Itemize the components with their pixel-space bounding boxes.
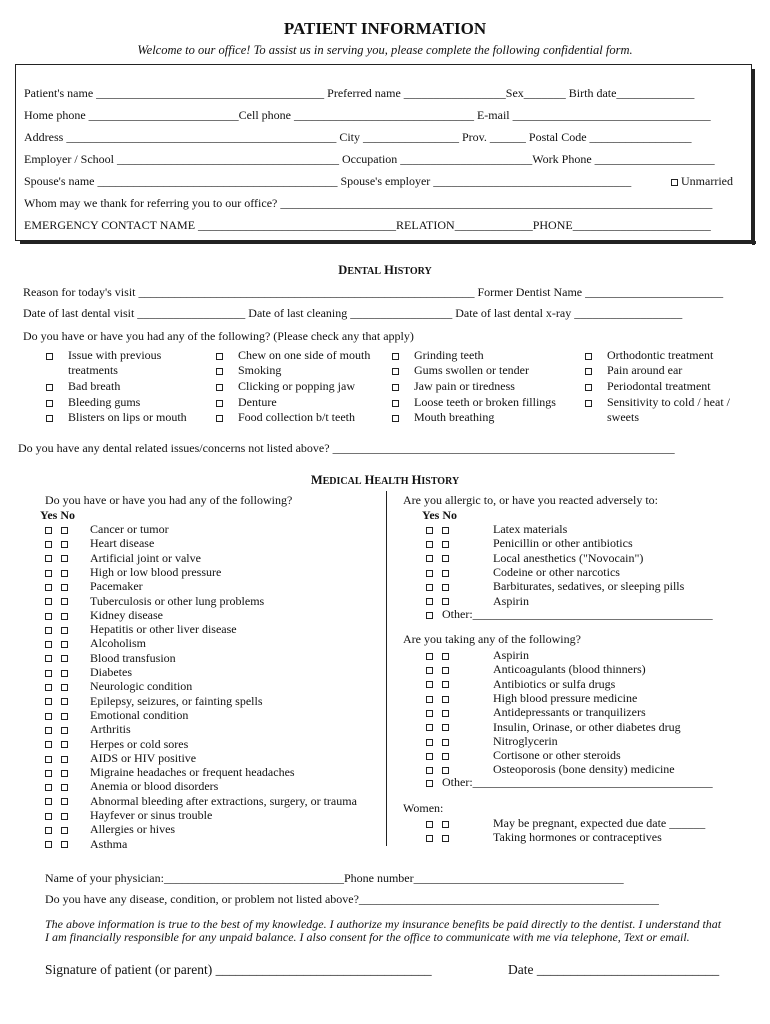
medication-item-label: Anticoagulants (blood thinners)	[493, 662, 646, 677]
dental-item-cont: sweets	[607, 410, 639, 424]
yes-checkbox[interactable]	[45, 598, 52, 605]
no-checkbox[interactable]	[442, 739, 449, 746]
dental-history-heading: DENTAL HISTORY	[338, 263, 432, 277]
taking-other[interactable]: Other:________________________________________	[426, 775, 713, 790]
yes-checkbox[interactable]	[45, 741, 52, 748]
yes-checkbox[interactable]	[45, 555, 52, 562]
allergy-other[interactable]: Other:________________________________________	[426, 607, 713, 622]
yes-checkbox[interactable]	[426, 653, 433, 660]
yes-checkbox[interactable]	[45, 584, 52, 591]
checkbox[interactable]	[216, 384, 223, 391]
medication-item[interactable]	[426, 734, 458, 749]
patient-name-row[interactable]: Patient's name ______________________________________ Preferred name _________________Sex_______ Birth date_____________	[24, 86, 695, 100]
medical-left-question: Do you have or have you had any of the following?	[45, 493, 293, 507]
checkbox[interactable]	[46, 400, 53, 407]
no-checkbox[interactable]	[61, 813, 68, 820]
taking-question: Are you taking any of the following?	[403, 632, 581, 646]
dental-item[interactable]: Grinding teeth	[392, 348, 484, 363]
no-checkbox[interactable]	[442, 681, 449, 688]
yes-checkbox[interactable]	[45, 713, 52, 720]
yes-checkbox[interactable]	[426, 835, 433, 842]
spouse-row[interactable]: Spouse's name ________________________________________ Spouse's employer _________________________________	[24, 174, 632, 188]
allergy-yes-no-header: Yes No	[422, 508, 458, 522]
allergy-item-label: Codeine or other narcotics	[493, 564, 620, 579]
no-checkbox[interactable]	[442, 710, 449, 717]
medical-condition-label: Anemia or blood disorders	[90, 779, 219, 794]
medication-item-label: Cortisone or other steroids	[493, 748, 621, 763]
medication-item[interactable]	[426, 677, 458, 692]
checkbox[interactable]	[216, 368, 223, 375]
no-checkbox[interactable]	[442, 835, 449, 842]
yes-checkbox[interactable]	[45, 756, 52, 763]
dental-item[interactable]: Gums swollen or tender	[392, 363, 529, 378]
page-title: PATIENT INFORMATION	[283, 19, 487, 38]
checkbox[interactable]	[426, 780, 433, 787]
medical-condition-label: Heart disease	[90, 536, 155, 551]
allergy-item-label: Local anesthetics ("Novocain")	[493, 550, 644, 565]
medication-item-label: Antibiotics or sulfa drugs	[493, 676, 616, 691]
yes-checkbox[interactable]	[45, 784, 52, 791]
medical-condition-label: Tuberculosis or other lung problems	[90, 593, 265, 608]
medical-condition-label: Cancer or tumor	[90, 522, 169, 536]
checkbox[interactable]	[216, 353, 223, 360]
medical-condition[interactable]	[45, 594, 77, 609]
checkbox[interactable]	[392, 384, 399, 391]
medical-history-heading: MEDICAL HEALTH HISTORY	[310, 473, 460, 487]
yes-checkbox[interactable]	[426, 527, 433, 534]
women-item[interactable]	[426, 816, 458, 831]
no-checkbox[interactable]	[442, 724, 449, 731]
medical-condition-label: Emotional condition	[90, 707, 189, 722]
medical-condition[interactable]	[45, 679, 77, 694]
yes-checkbox[interactable]	[45, 770, 52, 777]
medical-condition[interactable]	[45, 636, 77, 651]
medical-condition[interactable]	[45, 751, 77, 766]
unmarried-checkbox[interactable]	[671, 179, 678, 186]
no-checkbox[interactable]	[61, 641, 68, 648]
dental-other-line[interactable]: Do you have any dental related issues/concerns not listed above? _________________________________________________________	[18, 441, 675, 455]
yes-checkbox[interactable]	[45, 698, 52, 705]
dental-item[interactable]: Pain around ear	[585, 363, 682, 378]
medical-condition-label: Diabetes	[90, 665, 132, 679]
checkbox[interactable]	[392, 368, 399, 375]
yes-checkbox[interactable]	[426, 724, 433, 731]
referral-row[interactable]: Whom may we thank for referring you to our office? ________________________________________________________________________	[24, 196, 713, 210]
dental-item[interactable]: Mouth breathing	[392, 410, 494, 425]
employer-row[interactable]: Employer / School _____________________________________ Occupation ______________________Work Phone ____________________	[24, 152, 715, 166]
medical-condition[interactable]	[45, 822, 77, 837]
medical-condition[interactable]	[45, 579, 77, 594]
no-checkbox[interactable]	[61, 698, 68, 705]
yes-checkbox[interactable]	[45, 641, 52, 648]
women-item[interactable]	[426, 830, 458, 845]
allergy-item-label: Aspirin	[493, 593, 529, 608]
medical-condition[interactable]	[45, 694, 77, 709]
reason-for-visit-line[interactable]: Reason for today's visit ________________________________________________________ Former Dentist Name _______________________	[23, 285, 724, 299]
yes-checkbox[interactable]	[45, 827, 52, 834]
yes-checkbox[interactable]	[426, 821, 433, 828]
medication-item[interactable]	[426, 691, 458, 706]
medical-condition[interactable]	[45, 837, 77, 852]
no-checkbox[interactable]	[61, 770, 68, 777]
unmarried-label: Unmarried	[681, 174, 733, 188]
yes-checkbox[interactable]	[45, 813, 52, 820]
column-divider	[386, 491, 387, 846]
medical-condition-label: Neurologic condition	[90, 679, 193, 694]
medical-condition-label: Epilepsy, seizures, or fainting spells	[90, 693, 263, 708]
medication-item[interactable]	[426, 662, 458, 677]
medical-condition-label: Hepatitis or other liver disease	[90, 622, 237, 637]
medical-condition-label: Blood transfusion	[90, 650, 176, 665]
no-checkbox[interactable]	[61, 598, 68, 605]
no-checkbox[interactable]	[61, 827, 68, 834]
no-checkbox[interactable]	[61, 841, 68, 848]
medical-condition[interactable]	[45, 622, 77, 637]
no-checkbox[interactable]	[61, 555, 68, 562]
medical-condition[interactable]	[45, 737, 77, 752]
women-item-label: May be pregnant, expected due date ______	[493, 816, 706, 830]
dental-item[interactable]: Bleeding gums	[46, 395, 140, 410]
medication-item[interactable]	[426, 648, 458, 663]
allergy-item[interactable]	[426, 579, 458, 594]
yes-checkbox[interactable]	[426, 584, 433, 591]
yes-checkbox[interactable]	[45, 527, 52, 534]
no-checkbox[interactable]	[61, 541, 68, 548]
yes-checkbox[interactable]	[45, 627, 52, 634]
dental-item[interactable]: Jaw pain or tiredness	[392, 379, 515, 394]
yes-checkbox[interactable]	[45, 670, 52, 677]
yes-checkbox[interactable]	[45, 541, 52, 548]
yes-checkbox[interactable]	[45, 613, 52, 620]
dental-item[interactable]: Food collection b/t teeth	[216, 410, 355, 425]
medical-condition-label: Pacemaker	[90, 579, 143, 594]
dental-item-cont: treatments	[68, 363, 118, 377]
no-checkbox[interactable]	[61, 713, 68, 720]
allergy-item[interactable]	[426, 551, 458, 566]
dental-item[interactable]: Chew on one side of mouth	[216, 348, 370, 363]
medical-condition[interactable]	[45, 665, 77, 680]
medical-condition-label: Alcoholism	[90, 636, 146, 651]
yes-checkbox[interactable]	[426, 570, 433, 577]
no-checkbox[interactable]	[442, 753, 449, 760]
emergency-contact-row[interactable]: EMERGENCY CONTACT NAME _________________________________RELATION_____________PHONE_______________________	[24, 218, 711, 232]
medical-condition-label: Arthritis	[90, 722, 131, 737]
checkbox[interactable]	[216, 400, 223, 407]
checkbox[interactable]	[216, 415, 223, 422]
checkbox[interactable]	[46, 384, 53, 391]
no-checkbox[interactable]	[442, 570, 449, 577]
no-checkbox[interactable]	[61, 670, 68, 677]
allergy-item[interactable]	[426, 565, 458, 580]
dental-item[interactable]: Smoking	[216, 363, 281, 378]
no-checkbox[interactable]	[442, 598, 449, 605]
no-checkbox[interactable]	[61, 684, 68, 691]
no-checkbox[interactable]	[442, 821, 449, 828]
yes-checkbox[interactable]	[426, 541, 433, 548]
physician-line[interactable]: Name of your physician:______________________________Phone number___________________________________	[45, 871, 624, 885]
medical-condition[interactable]	[45, 765, 77, 780]
address-row[interactable]: Address _____________________________________________ City ________________ Prov. ______ Postal Code _________________	[24, 130, 692, 144]
no-checkbox[interactable]	[61, 741, 68, 748]
medical-condition-label: Abnormal bleeding after extractions, surgery, or trauma	[90, 793, 357, 808]
dental-item[interactable]: Bad breath	[46, 379, 120, 394]
no-checkbox[interactable]	[442, 527, 449, 534]
medical-condition-label: Allergies or hives	[90, 822, 176, 837]
yes-no-header: Yes No	[40, 508, 76, 522]
medical-condition-label: AIDS or HIV positive	[90, 750, 197, 765]
other-disease-line[interactable]: Do you have any disease, condition, or problem not listed above?__________________________________________________	[45, 892, 659, 906]
welcome-text: Welcome to our office! To assist us in serving you, please complete the following confidential form.	[137, 43, 633, 57]
checkbox[interactable]	[46, 353, 53, 360]
no-checkbox[interactable]	[61, 756, 68, 763]
dental-item[interactable]: Denture	[216, 395, 277, 410]
no-checkbox[interactable]	[61, 627, 68, 634]
checkbox[interactable]	[585, 384, 592, 391]
unmarried-option[interactable]	[671, 174, 733, 189]
no-checkbox[interactable]	[61, 798, 68, 805]
medical-condition-label: Asthma	[90, 836, 128, 851]
medical-condition[interactable]	[45, 722, 77, 737]
yes-checkbox[interactable]	[426, 667, 433, 674]
checkbox[interactable]	[585, 400, 592, 407]
medication-item[interactable]	[426, 705, 458, 720]
allergy-question: Are you allergic to, or have you reacted adversely to:	[403, 493, 659, 507]
medical-condition-label: High or low blood pressure	[90, 564, 222, 579]
checkbox[interactable]	[392, 400, 399, 407]
no-checkbox[interactable]	[61, 655, 68, 662]
yes-checkbox[interactable]	[45, 798, 52, 805]
yes-checkbox[interactable]	[426, 555, 433, 562]
allergy-item[interactable]	[426, 522, 458, 537]
yes-checkbox[interactable]	[45, 570, 52, 577]
medical-condition[interactable]	[45, 708, 77, 723]
dental-item[interactable]: Periodontal treatment	[585, 379, 711, 394]
allergy-item-label: Latex materials	[493, 522, 568, 536]
women-item-label: Taking hormones or contraceptives	[493, 830, 662, 845]
medical-condition-label: Artificial joint or valve	[90, 550, 201, 565]
yes-checkbox[interactable]	[426, 681, 433, 688]
yes-checkbox[interactable]	[426, 598, 433, 605]
no-checkbox[interactable]	[61, 727, 68, 734]
dental-item[interactable]: Loose teeth or broken fillings	[392, 395, 556, 410]
medication-item-label: Antidepressants or tranquilizers	[493, 705, 646, 720]
medication-item-label: Aspirin	[493, 648, 529, 662]
yes-checkbox[interactable]	[426, 767, 433, 774]
medical-condition[interactable]	[45, 794, 77, 809]
yes-checkbox[interactable]	[45, 727, 52, 734]
medication-item-label: Osteoporosis (bone density) medicine	[493, 762, 675, 777]
no-checkbox[interactable]	[61, 570, 68, 577]
medication-item[interactable]	[426, 720, 458, 735]
medical-condition[interactable]	[45, 808, 77, 823]
dental-question: Do you have or have you had any of the following? (Please check any that apply)	[23, 329, 414, 343]
medical-condition[interactable]	[45, 779, 77, 794]
patient-info-box	[15, 64, 752, 241]
checkbox[interactable]	[392, 415, 399, 422]
medical-condition[interactable]	[45, 565, 77, 580]
no-checkbox[interactable]	[442, 555, 449, 562]
date-line[interactable]: Date ___________________________	[508, 962, 720, 977]
medication-item-label: Insulin, Orinase, or other diabetes drug	[493, 719, 681, 734]
yes-checkbox[interactable]	[426, 753, 433, 760]
medication-item-label: High blood pressure medicine	[493, 690, 638, 705]
signature-line[interactable]: Signature of patient (or parent) ________________________________	[45, 962, 432, 977]
dental-dates-line[interactable]: Date of last dental visit __________________ Date of last cleaning _________________ Date of last dental x-ray __________________	[23, 306, 683, 320]
allergy-item[interactable]	[426, 536, 458, 551]
women-label: Women:	[403, 801, 444, 815]
checkbox[interactable]	[585, 368, 592, 375]
yes-checkbox[interactable]	[426, 710, 433, 717]
medical-condition[interactable]	[45, 522, 77, 537]
no-checkbox[interactable]	[442, 541, 449, 548]
allergy-item-label: Penicillin or other antibiotics	[493, 536, 633, 551]
yes-checkbox[interactable]	[426, 739, 433, 746]
dental-item[interactable]: Clicking or popping jaw	[216, 379, 355, 394]
no-checkbox[interactable]	[442, 696, 449, 703]
medication-item[interactable]	[426, 748, 458, 763]
medication-item-label: Nitroglycerin	[493, 733, 558, 748]
medical-condition-label: Herpes or cold sores	[90, 736, 189, 751]
dental-item[interactable]: Sensitivity to cold / heat /	[585, 395, 730, 410]
medical-condition-label: Migraine headaches or frequent headaches	[90, 765, 295, 780]
allergy-item-label: Barbiturates, sedatives, or sleeping pills	[493, 579, 685, 594]
medical-condition[interactable]	[45, 651, 77, 666]
medical-condition-label: Hayfever or sinus trouble	[90, 808, 213, 822]
medical-condition[interactable]	[45, 551, 77, 566]
checkbox[interactable]	[426, 612, 433, 619]
checkbox[interactable]	[392, 353, 399, 360]
dental-item[interactable]: Issue with previous	[46, 348, 161, 363]
medical-condition[interactable]	[45, 536, 77, 551]
no-checkbox[interactable]	[61, 784, 68, 791]
dental-item[interactable]: Orthodontic treatment	[585, 348, 713, 363]
dental-item[interactable]: Blisters on lips or mouth	[46, 410, 187, 425]
yes-checkbox[interactable]	[45, 841, 52, 848]
yes-checkbox[interactable]	[45, 655, 52, 662]
consent-text: The above information is true to the best of my knowledge. I authorize my insurance benefits be paid directly to the dentist. I understand that I am financially responsible for any unpaid balance. I also consent for the office to communicate with me via telephone, Text or email.	[45, 917, 722, 944]
checkbox[interactable]	[585, 353, 592, 360]
no-checkbox[interactable]	[61, 584, 68, 591]
no-checkbox[interactable]	[61, 527, 68, 534]
medical-condition[interactable]	[45, 608, 77, 623]
no-checkbox[interactable]	[61, 613, 68, 620]
phone-row[interactable]: Home phone _________________________Cell phone ______________________________ E-mail _________________________________	[24, 108, 711, 122]
no-checkbox[interactable]	[442, 653, 449, 660]
checkbox[interactable]	[46, 415, 53, 422]
no-checkbox[interactable]	[442, 667, 449, 674]
no-checkbox[interactable]	[442, 767, 449, 774]
yes-checkbox[interactable]	[426, 696, 433, 703]
yes-checkbox[interactable]	[45, 684, 52, 691]
medical-condition-label: Kidney disease	[90, 607, 163, 622]
no-checkbox[interactable]	[442, 584, 449, 591]
